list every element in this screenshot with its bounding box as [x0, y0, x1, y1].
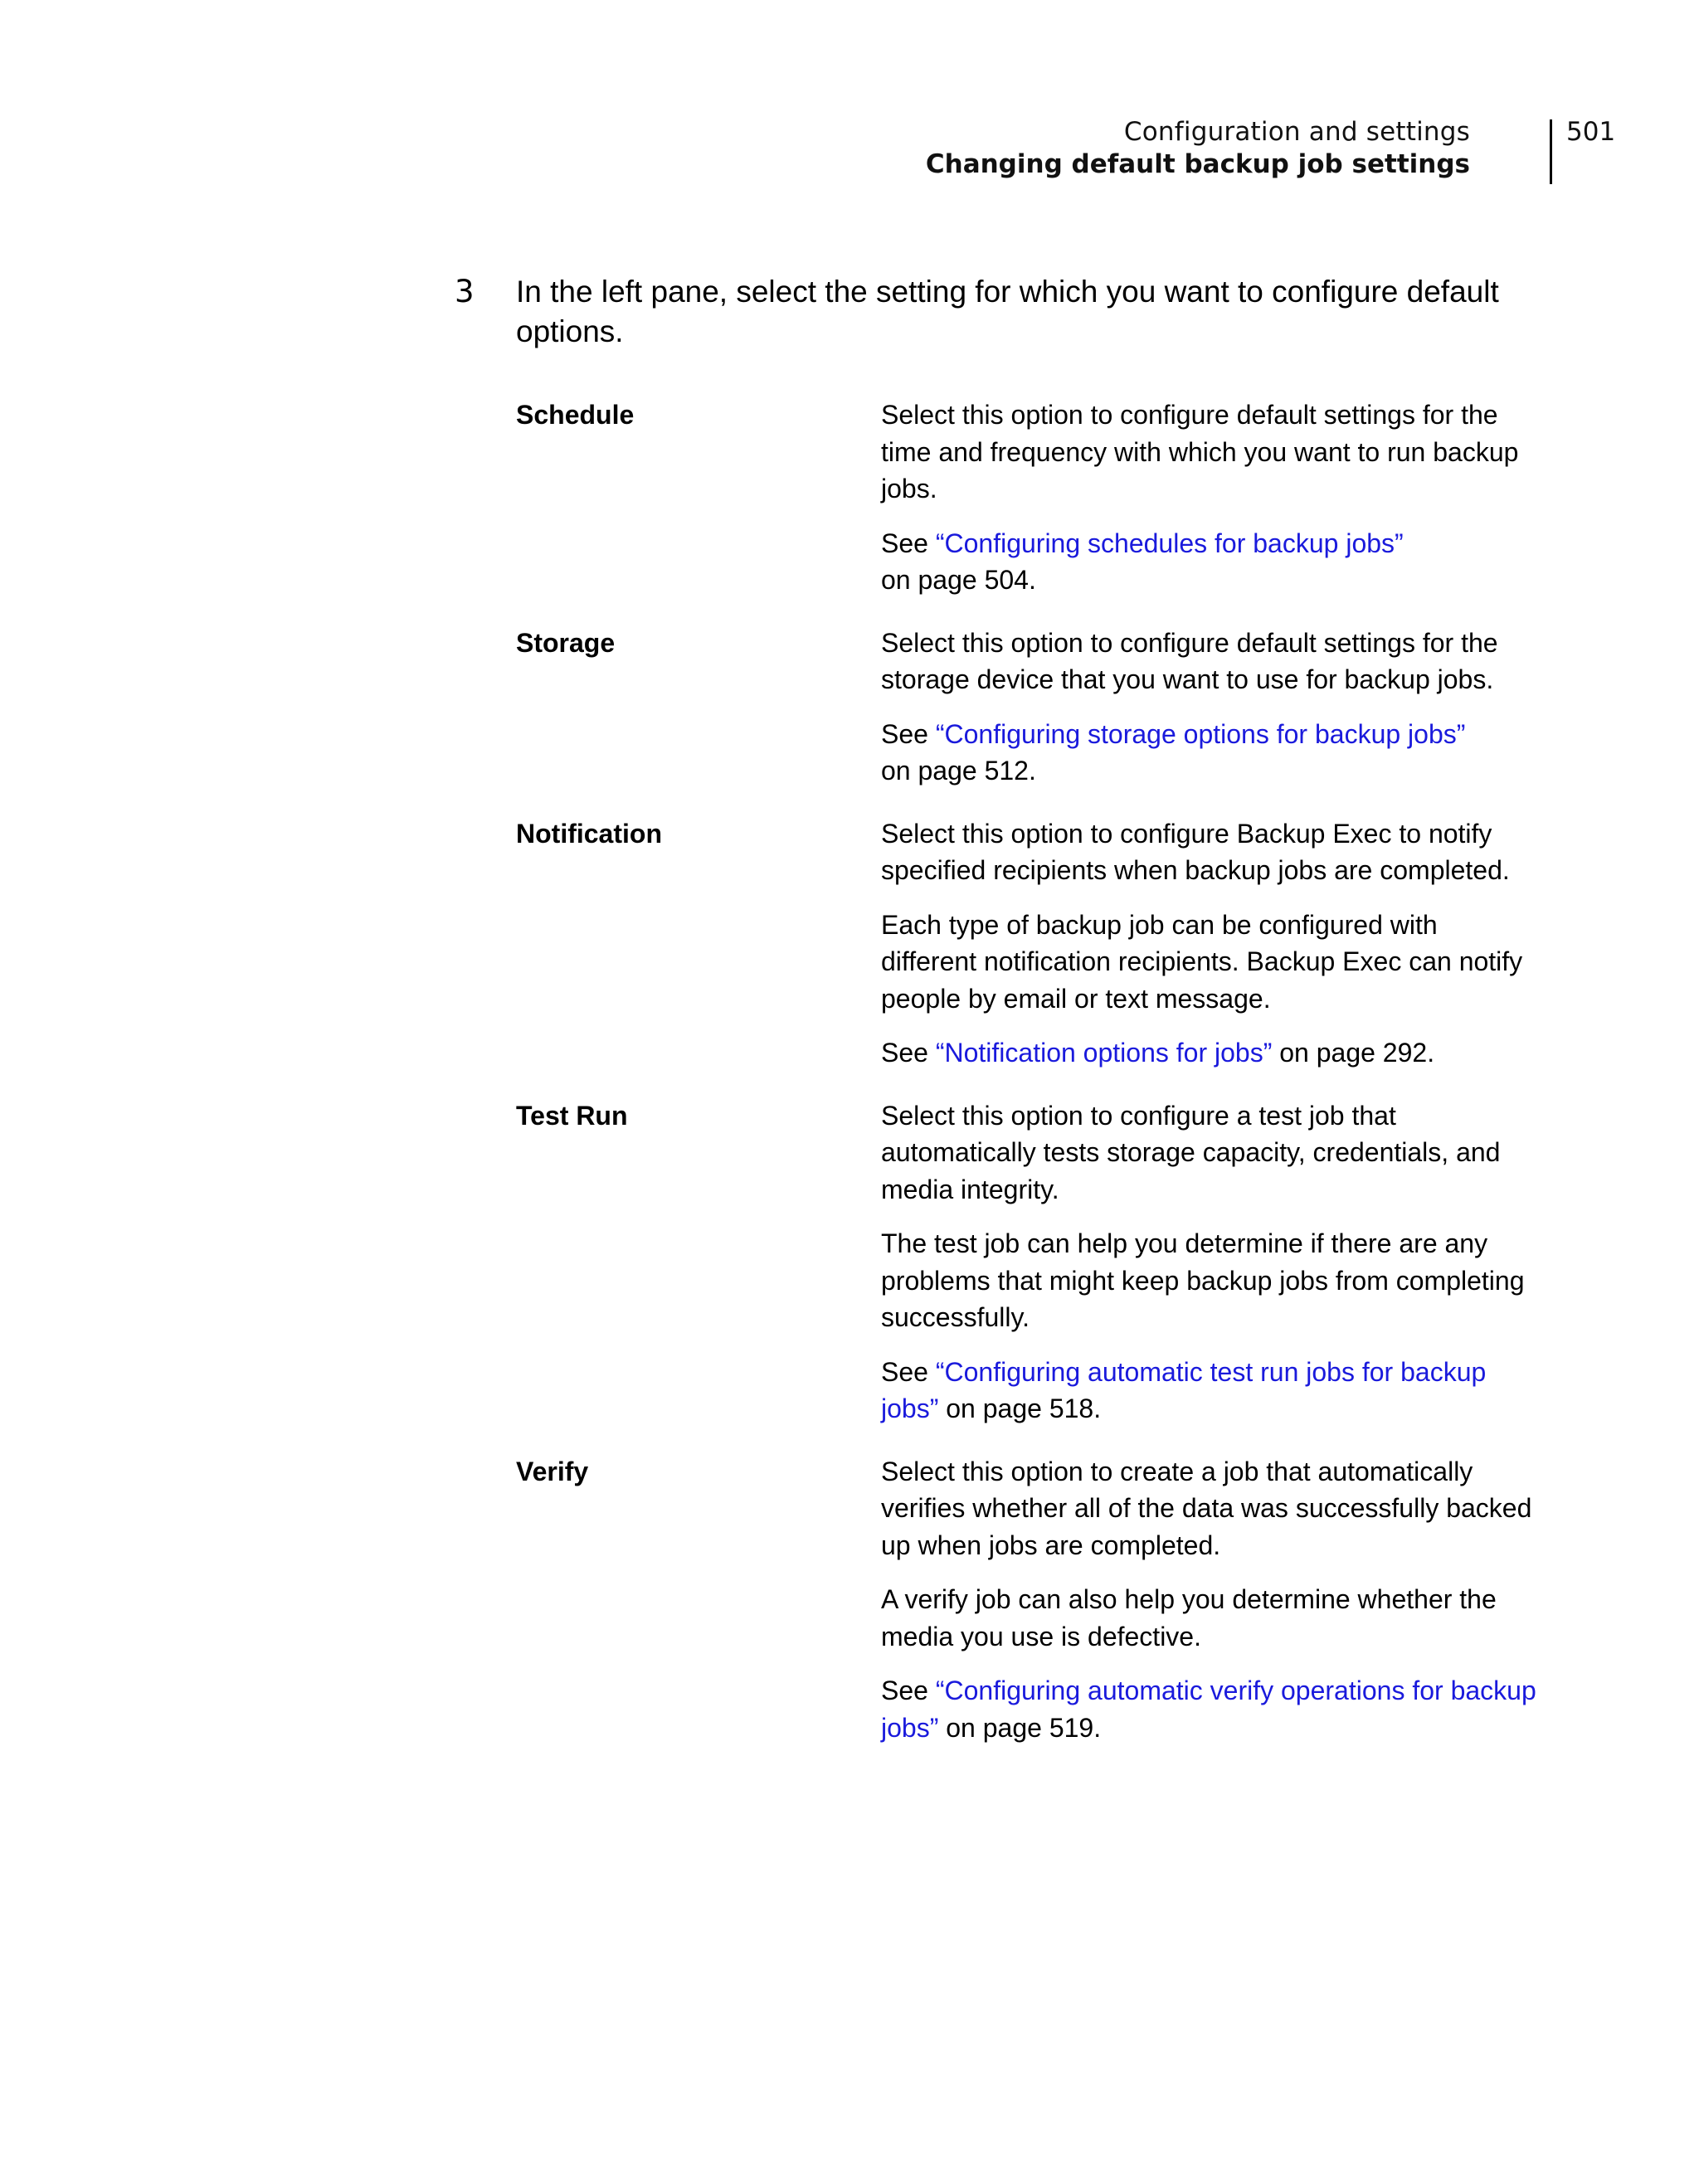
description-paragraph: Select this option to create a job that automatically verifies whether all of the data was successfully backed up when jobs are completed. [881, 1456, 1532, 1560]
option-row-verify [516, 1453, 1536, 1747]
option-description [881, 815, 1536, 1072]
see-prefix: See [881, 718, 936, 749]
option-description [881, 625, 1536, 790]
option-term: Notification [516, 818, 662, 849]
cross-reference-link[interactable]: “Configuring automatic test run jobs for backup jobs” [881, 1356, 1487, 1423]
option-row-storage [516, 625, 1536, 790]
cross-reference-link[interactable]: “Configuring schedules for backup jobs” [935, 528, 1404, 558]
page-reference: on page 512. [881, 756, 1036, 786]
see-also [881, 1034, 1536, 1072]
option-row-schedule [516, 396, 1536, 599]
step-text: In the left pane, select the setting for which you want to configure default options. [516, 275, 1499, 348]
description-paragraph: Each type of backup job can be configured with different notification recipients. Backup Exec can notify people by email or text message. [881, 909, 1523, 1014]
page-reference: on page 504. [881, 565, 1036, 595]
running-head [926, 116, 1470, 181]
see-prefix: See [881, 1356, 936, 1387]
option-term: Verify [516, 1456, 589, 1486]
section-title: Configuration and settings [1123, 117, 1470, 147]
see-prefix: See [881, 528, 936, 558]
option-term: Schedule [516, 400, 635, 430]
option-term: Storage [516, 627, 616, 658]
page-reference: on page 518. [938, 1394, 1102, 1423]
description-paragraph: Select this option to configure Backup Exec to notify specified recipients when backup jobs are completed. [881, 818, 1510, 885]
see-also [881, 1354, 1536, 1428]
see-also [881, 716, 1536, 790]
page-reference: on page 292. [1272, 1038, 1435, 1068]
description-paragraph: Select this option to configure default settings for the storage device that you want to use for backup jobs. [881, 627, 1498, 694]
description-paragraph: A verify job can also help you determine whether the media you use is defective. [881, 1584, 1497, 1651]
see-also [881, 525, 1536, 599]
option-description [881, 396, 1536, 599]
topic-title: Changing default backup job settings [925, 149, 1470, 179]
cross-reference-link[interactable]: “Notification options for jobs” [935, 1038, 1273, 1068]
option-description [881, 1453, 1536, 1747]
step-number: 3 [455, 274, 475, 309]
description-paragraph: Select this option to configure a test job that automatically tests storage capacity, credentials, and media integrity. [881, 1100, 1501, 1204]
header-divider [1550, 119, 1552, 184]
option-description [881, 1097, 1536, 1428]
page-number: 501 [1566, 117, 1616, 147]
description-paragraph: Select this option to configure default settings for the time and frequency with which you want to run backup jobs. [881, 400, 1519, 503]
option-row-test-run [516, 1097, 1536, 1428]
cross-reference-link[interactable]: “Configuring storage options for backup jobs” [935, 718, 1466, 749]
see-prefix: See [881, 1676, 936, 1705]
option-term: Test Run [516, 1100, 628, 1131]
see-also [881, 1672, 1536, 1746]
option-row-notification [516, 815, 1536, 1072]
see-prefix: See [881, 1038, 936, 1068]
options-table [516, 396, 1536, 1772]
page-reference: on page 519. [938, 1712, 1102, 1743]
cross-reference-link[interactable]: “Configuring automatic verify operations for backup jobs” [881, 1676, 1536, 1743]
description-paragraph: The test job can help you determine if there are any problems that might keep backup jobs from completing successfully. [881, 1228, 1525, 1332]
